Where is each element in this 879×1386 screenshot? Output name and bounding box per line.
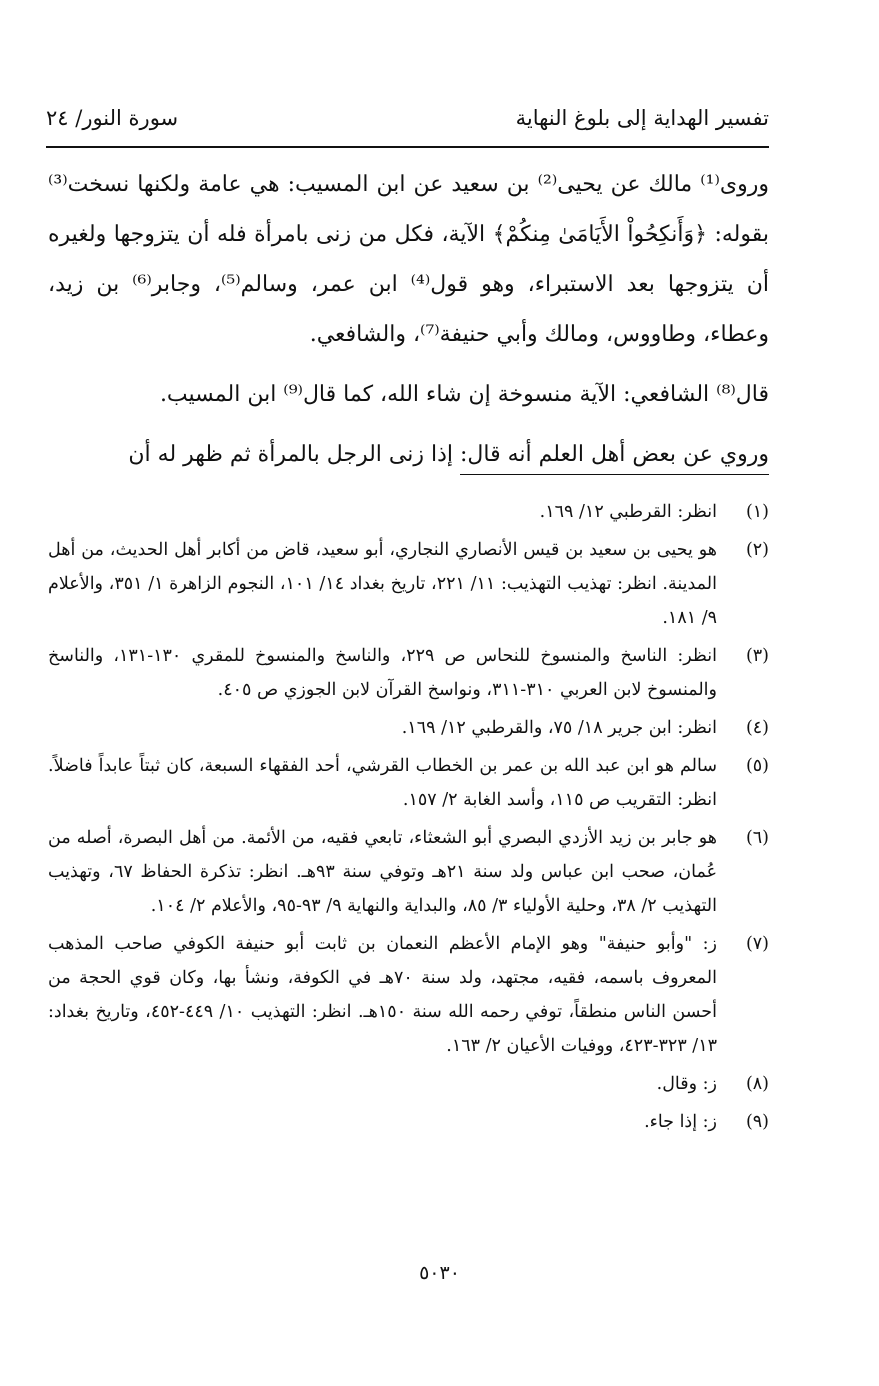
footnote-text: سالم هو ابن عبد الله بن عمر بن الخطاب القرشي، أحد الفقهاء السبعة، كان ثبتاً عابداً فاضلاً. انظر: التقريب ص ١١٥، وأسد الغابة ٢/ ١٥٧. bbox=[48, 756, 717, 810]
footnote-number: (٦) bbox=[745, 828, 769, 848]
footnote-text: انظر: ابن جرير ١٨/ ٧٥، والقرطبي ١٢/ ١٦٩. bbox=[401, 718, 717, 738]
footnote-text: ز: "وأبو حنيفة" وهو الإمام الأعظم النعمان بن ثابت أبو حنيفة الكوفي صاحب المذهب المعروف باسمه، فقيه، مجتهد، ولد سنة ٧٠هـ في الكوفة، ونشأ بها، وكان قوي الحجة من أحسن الناس منطقاً، توفي رحمه الله سنة ١٥٠هـ. انظر: التهذيب ١٠/ ٤٤٩-٤٥٢، وتاريخ بغداد: ١٣/ ٣٢٣-٤٢٣، ووفيات الأعيان ٢/ ١٦٣. bbox=[48, 934, 717, 1056]
footnote-text: انظر: القرطبي ١٢/ ١٦٩. bbox=[539, 502, 717, 522]
footnote bbox=[48, 1105, 769, 1139]
footnote bbox=[48, 749, 769, 817]
footnote-divider bbox=[460, 474, 769, 475]
book-title: تفسير الهداية إلى بلوغ النهاية bbox=[515, 106, 769, 130]
footnote bbox=[48, 711, 769, 745]
footnote-number: (٣) bbox=[745, 646, 769, 666]
footnote bbox=[48, 821, 769, 923]
footnote bbox=[48, 495, 769, 529]
paragraph: قال⁽⁸⁾ الشافعي: الآية منسوخة إن شاء الله، كما قال⁽⁹⁾ ابن المسيب. bbox=[159, 382, 769, 407]
paragraph: وروى⁽¹⁾ مالك عن يحيى⁽²⁾ بن سعيد عن ابن المسيب: هي عامة ولكنها نسخت⁽³⁾ بقوله: ﴿وَأَنكِحُواْ الأَيَامَىٰ مِنكُمْ﴾ الآية، فكل من زنى بامرأة فله أن يتزوجها ولغيره أن يتزوجها بعد الاستبراء، وهو قول⁽⁴⁾ ابن عمر، وسالم⁽⁵⁾، وجابر⁽⁶⁾ بن زيد، وعطاء، وطاووس، ومالك وأبي حنيفة⁽⁷⁾، والشافعي. bbox=[48, 172, 770, 347]
footnotes bbox=[48, 495, 769, 1143]
footnote-text: ز: إذا جاء. bbox=[644, 1112, 717, 1132]
running-header bbox=[46, 98, 769, 138]
footnote-number: (٧) bbox=[745, 934, 769, 954]
surah-info: سورة النور/ ٢٤ bbox=[46, 106, 179, 130]
footnote bbox=[48, 1067, 769, 1101]
footnote-text: ز: وقال. bbox=[656, 1074, 717, 1094]
footnote-number: (٥) bbox=[745, 756, 769, 776]
footnote bbox=[48, 533, 769, 635]
footnote bbox=[48, 639, 769, 707]
paragraph: وروي عن بعض أهل العلم أنه قال: إذا زنى الرجل بالمرأة ثم ظهر له أن bbox=[128, 442, 769, 467]
footnote-number: (٤) bbox=[745, 718, 769, 738]
footnote-number: (٩) bbox=[745, 1112, 769, 1132]
footnote-text: هو جابر بن زيد الأزدي البصري أبو الشعثاء، تابعي فقيه، من الأئمة. من أهل البصرة، أصله من عُمان، صحب ابن عباس ولد سنة ٢١هـ وتوفي سنة ٩٣هـ. انظر: تذكرة الحفاظ ٦٧، وتهذيب التهذيب ٢/ ٣٨، وحلية الأولياء ٣/ ٨٥، والبداية والنهاية ٩/ ٩٣-٩٥، والأعلام ٢/ ١٠٤. bbox=[48, 828, 718, 916]
footnote-text: هو يحيى بن سعيد بن قيس الأنصاري النجاري، أبو سعيد، قاض من أكابر أهل الحديث، من أهل المدينة. انظر: تهذيب التهذيب: ١١/ ٢٢١، تاريخ بغداد ١٤/ ١٠١، النجوم الزاهرة ١/ ٣٥١، والأعلام ٩/ ١٨١. bbox=[48, 540, 717, 628]
header-divider bbox=[46, 146, 769, 148]
footnote-text: انظر: الناسخ والمنسوخ للنحاس ص ٢٢٩، والناسخ والمنسوخ للمقري ١٣٠-١٣١، والناسخ والمنسوخ لابن العربي ٣١٠-٣١١، ونواسخ القرآن لابن الجوزي ص ٤٠٥. bbox=[48, 646, 717, 700]
footnote-number: (٨) bbox=[745, 1074, 769, 1094]
footnote bbox=[48, 927, 769, 1063]
footnote-number: (١) bbox=[745, 502, 769, 522]
page-number: ٥٠٣٠ bbox=[419, 1262, 460, 1284]
footnote-number: (٢) bbox=[745, 540, 769, 560]
main-text bbox=[48, 160, 769, 480]
